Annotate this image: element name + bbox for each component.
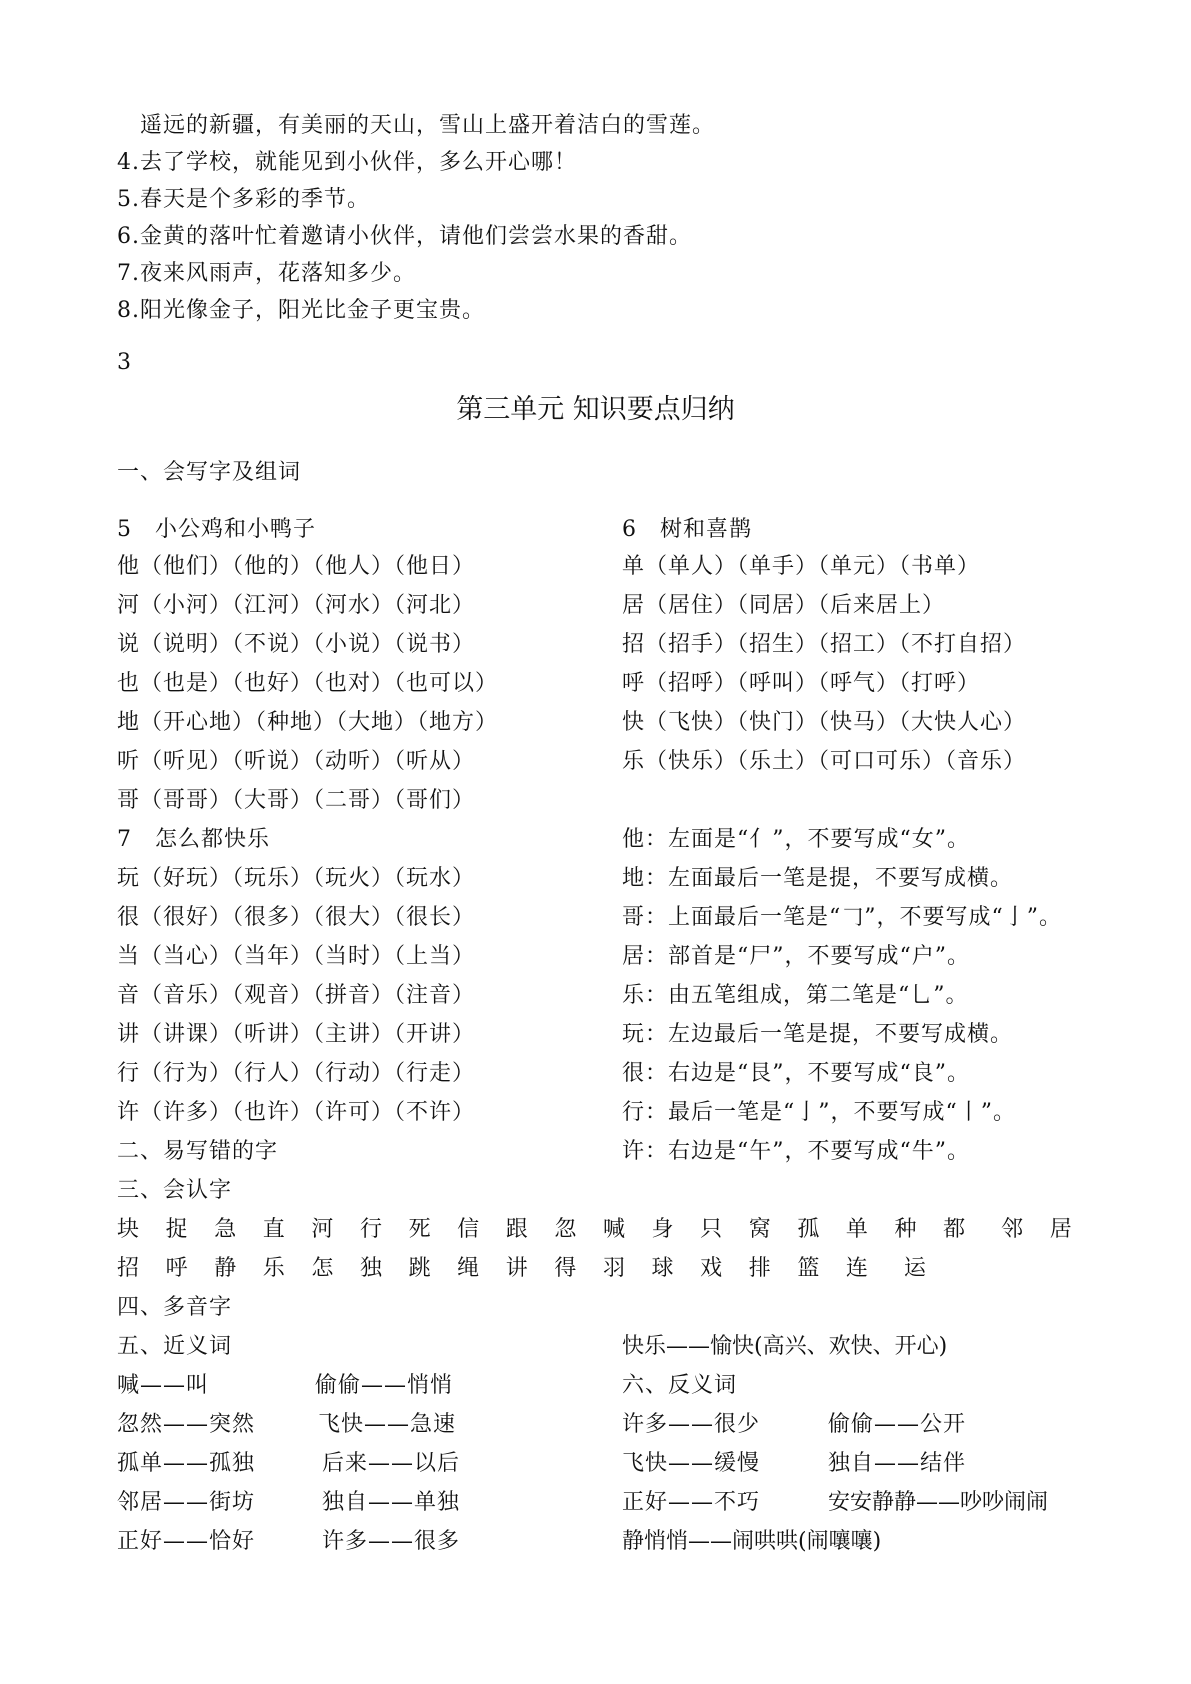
recognition-char: 静	[214, 1256, 237, 1281]
word-row: 他（他们）（他的）（他人）（他日）	[117, 554, 476, 579]
lesson-heading: 5 小公鸡和小鸭子	[117, 517, 316, 542]
word-row: 招（招手）（招生）（招工）（不打自招）	[622, 632, 1027, 657]
recognition-char: 跳	[408, 1256, 431, 1281]
section-heading: 六、反义词	[622, 1373, 738, 1398]
recognition-char: 招	[117, 1256, 140, 1281]
sentence-line: 遥远的新疆，有美丽的天山，雪山上盛开着洁白的雪莲。	[117, 113, 716, 138]
recognition-char: 身	[651, 1217, 674, 1242]
recognition-char: 邻	[1001, 1217, 1024, 1242]
recognition-char: 窝	[748, 1217, 771, 1242]
recognition-row	[117, 1215, 1076, 1245]
sentence-line: 5.春天是个多彩的季节。	[117, 187, 370, 212]
section-heading: 三、会认字	[117, 1178, 233, 1203]
recognition-char: 忽	[554, 1217, 577, 1242]
word-row: 单（单人）（单手）（单元）（书单）	[622, 554, 981, 579]
writing-note: 哥：上面最后一笔是“𠃌”，不要写成“亅”。	[622, 905, 1062, 930]
writing-note: 居：部首是“尸”，不要写成“户”。	[622, 944, 970, 969]
section-heading: 四、多音字	[117, 1295, 233, 1320]
recognition-char: 急	[214, 1217, 237, 1242]
recognition-char: 排	[748, 1256, 771, 1281]
recognition-char: 怎	[311, 1256, 334, 1281]
recognition-char: 孤	[797, 1217, 820, 1242]
word-row: 很（很好）（很多）（很大）（很长）	[117, 905, 476, 930]
recognition-char: 河	[311, 1217, 334, 1242]
antonym-pair: 正好——不巧	[622, 1490, 761, 1515]
sentence-line: 6.金黄的落叶忙着邀请小伙伴，请他们尝尝水果的香甜。	[117, 224, 692, 249]
writing-note: 许：右边是“午”，不要写成“牛”。	[622, 1139, 970, 1164]
recognition-char: 篮	[797, 1256, 820, 1281]
writing-note: 很：右边是“艮”，不要写成“良”。	[622, 1061, 970, 1086]
recognition-char: 死	[408, 1217, 431, 1242]
word-row: 行（行为）（行人）（行动）（行走）	[117, 1061, 476, 1086]
synonym-pair: 偷偷——悄悄	[315, 1373, 454, 1398]
recognition-char: 喊	[602, 1217, 625, 1242]
synonym-pair: 许多——很多	[322, 1529, 461, 1554]
recognition-char: 种	[894, 1217, 917, 1242]
word-row: 河（小河）（江河）（河水）（河北）	[117, 593, 476, 618]
synonym-pair: 孤单——孤独	[117, 1451, 256, 1476]
synonym-pair: 邻居——街坊	[117, 1490, 256, 1515]
writing-note: 乐：由五笔组成，第二笔是“乚”。	[622, 983, 969, 1008]
word-row: 也（也是）（也好）（也对）（也可以）	[117, 671, 499, 696]
section-heading: 二、易写错的字	[117, 1139, 279, 1164]
antonym-pair: 偷偷——公开	[828, 1412, 967, 1437]
recognition-char: 乐	[262, 1256, 285, 1281]
writing-note: 地：左面最后一笔是提，不要写成横。	[622, 866, 1014, 891]
recognition-char: 单	[845, 1217, 868, 1242]
word-row: 乐（快乐）（乐土）（可口可乐）（音乐）	[622, 749, 1027, 774]
word-row: 呼（招呼）（呼叫）（呼气）（打呼）	[622, 671, 981, 696]
page-number: 3	[117, 350, 132, 375]
recognition-char: 跟	[505, 1217, 528, 1242]
recognition-char: 行	[359, 1217, 382, 1242]
word-row: 地（开心地）（种地）（大地）（地方）	[117, 710, 499, 735]
writing-note: 玩：左边最后一笔是提，不要写成横。	[622, 1022, 1014, 1047]
synonym-pair: 正好——恰好	[117, 1529, 256, 1554]
recognition-char: 戏	[700, 1256, 723, 1281]
recognition-char: 绳	[457, 1256, 480, 1281]
recognition-char: 块	[117, 1217, 140, 1242]
word-row: 哥（哥哥）（大哥）（二哥）（哥们）	[117, 788, 476, 813]
synonym-pair: 飞快——急速	[318, 1412, 457, 1437]
synonym-pair: 快乐——愉快(高兴、欢快、开心)	[622, 1334, 948, 1359]
lesson-heading: 6 树和喜鹊	[622, 517, 752, 542]
page-title: 第三单元 知识要点归纳	[456, 394, 735, 425]
recognition-char: 独	[359, 1256, 382, 1281]
recognition-char: 都	[943, 1217, 966, 1242]
lesson-heading: 7 怎么都快乐	[117, 827, 270, 852]
recognition-char: 连	[845, 1256, 868, 1281]
recognition-char: 得	[554, 1256, 577, 1281]
recognition-char: 居	[1049, 1217, 1072, 1242]
sentence-line: 7.夜来风雨声，花落知多少。	[117, 261, 416, 286]
recognition-char: 直	[262, 1217, 285, 1242]
antonym-pair: 飞快——缓慢	[622, 1451, 761, 1476]
word-row: 说（说明）（不说）（小说）（说书）	[117, 632, 476, 657]
sentence-line: 4.去了学校，就能见到小伙伴，多么开心哪！	[117, 150, 577, 175]
section-heading: 五、近义词	[117, 1334, 233, 1359]
word-row: 听（听见）（听说）（动听）（听从）	[117, 749, 476, 774]
recognition-char: 运	[903, 1256, 926, 1281]
recognition-char: 呼	[165, 1256, 188, 1281]
word-row: 玩（好玩）（玩乐）（玩火）（玩水）	[117, 866, 476, 891]
recognition-row	[117, 1254, 930, 1284]
synonym-pair: 独自——单独	[322, 1490, 461, 1515]
synonym-pair: 后来——以后	[322, 1451, 461, 1476]
recognition-char: 捉	[165, 1217, 188, 1242]
recognition-char: 只	[700, 1217, 723, 1242]
writing-note: 行：最后一笔是“亅”，不要写成“丨”。	[622, 1100, 1016, 1125]
writing-note: 他：左面是“亻”，不要写成“女”。	[622, 827, 970, 852]
section-heading: 一、会写字及组词	[117, 460, 302, 485]
antonym-pair: 独自——结伴	[828, 1451, 967, 1476]
antonym-pair: 安安静静——吵吵闹闹	[828, 1490, 1049, 1515]
recognition-char: 信	[457, 1217, 480, 1242]
recognition-char: 球	[651, 1256, 674, 1281]
word-row: 音（音乐）（观音）（拼音）（注音）	[117, 983, 476, 1008]
antonym-pair: 静悄悄——闹哄哄(闹嚷嚷)	[622, 1529, 882, 1554]
recognition-char: 讲	[505, 1256, 528, 1281]
word-row: 快（飞快）（快门）（快马）（大快人心）	[622, 710, 1027, 735]
word-row: 居（居住）（同居）（后来居上）	[622, 593, 946, 618]
sentence-line: 8.阳光像金子，阳光比金子更宝贵。	[117, 298, 485, 323]
word-row: 当（当心）（当年）（当时）（上当）	[117, 944, 476, 969]
recognition-char: 羽	[602, 1256, 625, 1281]
word-row: 许（许多）（也许）（许可）（不许）	[117, 1100, 476, 1125]
word-row: 讲（讲课）（听讲）（主讲）（开讲）	[117, 1022, 476, 1047]
antonym-pair: 许多——很少	[622, 1412, 761, 1437]
synonym-pair: 忽然——突然	[117, 1412, 256, 1437]
synonym-pair: 喊——叫	[117, 1373, 210, 1398]
